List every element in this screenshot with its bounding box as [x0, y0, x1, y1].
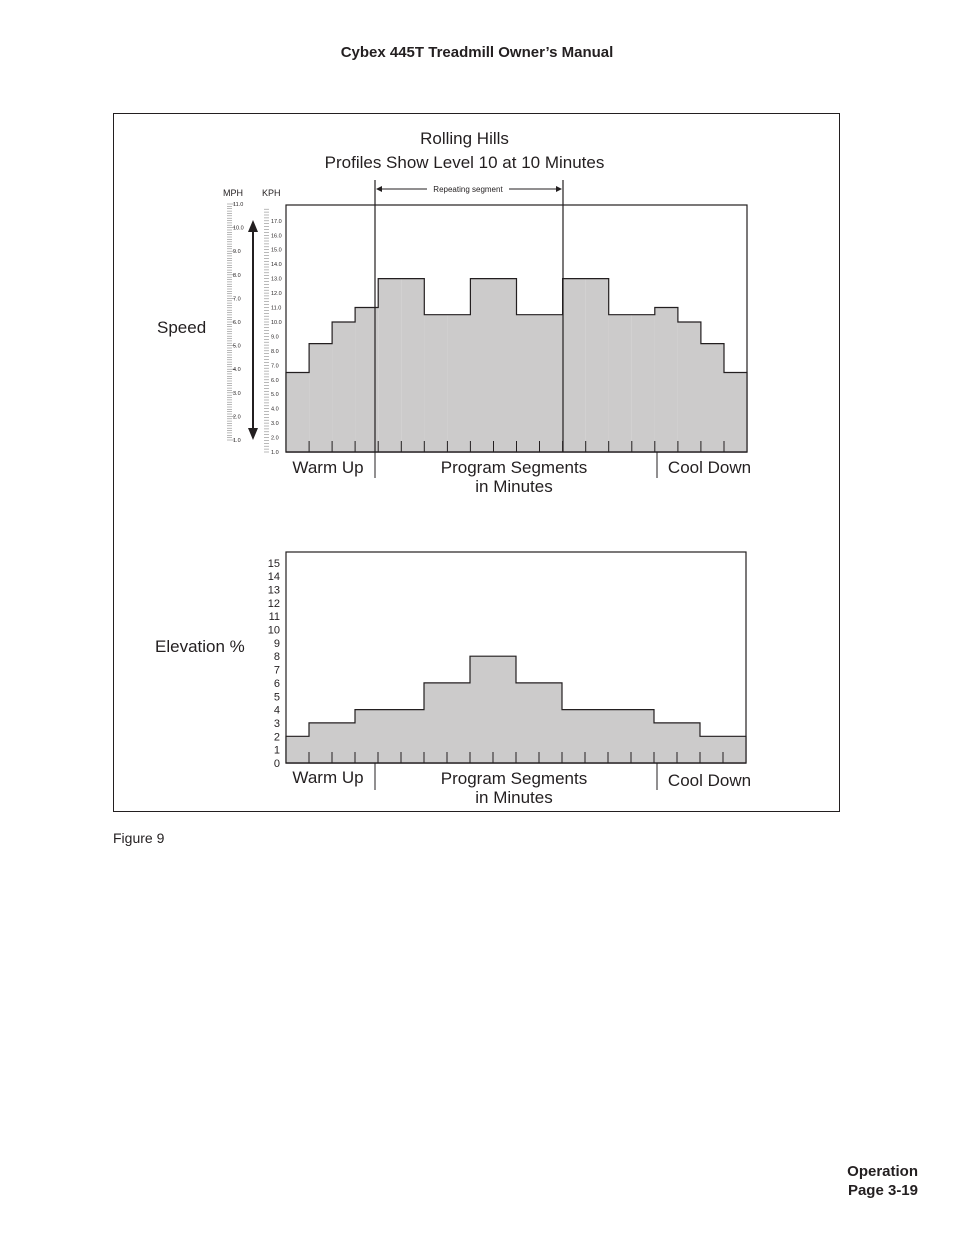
- speed-bar: [286, 373, 309, 453]
- repeating-segment-label: Repeating segment: [433, 185, 503, 194]
- kph-tick-label: 14.0: [271, 262, 282, 269]
- speed-bar: [724, 373, 747, 453]
- speed-bar: [655, 308, 678, 453]
- speed-warm-up-label: Warm Up: [292, 458, 364, 477]
- speed-bar: [494, 279, 517, 452]
- elevation-bar: [654, 723, 677, 763]
- elevation-bar: [608, 710, 631, 763]
- elevation-bar: [470, 656, 493, 763]
- kph-tick-label: 3.0: [271, 421, 279, 428]
- kph-tick-label: 12.0: [271, 291, 282, 298]
- mph-tick-label: 6.0: [233, 320, 241, 326]
- speed-bar: [632, 315, 655, 452]
- elevation-tick-label: 5: [273, 691, 280, 704]
- elevation-tick-label: 7: [273, 664, 280, 677]
- speed-bar: [701, 344, 724, 452]
- kph-tick-label: 2.0: [271, 435, 279, 442]
- elevation-tick-label: 0: [273, 758, 280, 770]
- elevation-bar: [332, 723, 355, 763]
- kph-tick-label: 8.0: [271, 348, 279, 355]
- speed-bar: [517, 315, 540, 452]
- speed-axis-label: Speed: [157, 318, 207, 337]
- elevation-tick-label: 2: [273, 731, 280, 744]
- mph-tick-label: 5.0: [233, 343, 241, 350]
- elevation-axis-label: Elevation %: [155, 637, 245, 656]
- kph-tick-label: 15.0: [271, 247, 282, 254]
- elevation-bar: [677, 723, 700, 763]
- elevation-bars: [286, 656, 746, 763]
- speed-bars: [286, 279, 747, 452]
- mph-scale: [227, 202, 244, 444]
- speed-bar: [609, 315, 632, 452]
- kph-tick-label: 17.0: [271, 218, 282, 225]
- speed-bar: [424, 315, 447, 452]
- kph-tick-label: 10.0: [271, 320, 282, 326]
- speed-bar: [540, 315, 563, 452]
- elevation-cool-down-label: Cool Down: [667, 771, 752, 790]
- speed-bar: [586, 279, 609, 452]
- mph-tick-label: 1.0: [233, 438, 241, 444]
- speed-bar: [563, 279, 586, 452]
- kph-tick-label: 5.0: [271, 392, 279, 399]
- speed-program-label: Program Segments: [440, 458, 588, 477]
- elevation-bar: [355, 710, 378, 763]
- figure-caption: Figure 9: [113, 830, 165, 846]
- elevation-bar: [539, 683, 562, 763]
- speed-bar: [678, 322, 701, 452]
- kph-tick-label: 7.0: [271, 363, 279, 370]
- footer-page-number: Page 3-19: [847, 1182, 918, 1199]
- elevation-tick-label: 10: [267, 624, 280, 637]
- elevation-tick-label: 6: [273, 677, 280, 690]
- elevation-chart: [0, 540, 954, 800]
- kph-tick-label: 4.0: [271, 406, 279, 413]
- elevation-tick-label: 13: [267, 584, 280, 597]
- kph-scale: [264, 209, 282, 456]
- speed-chart: [0, 0, 954, 520]
- elevation-bar: [493, 656, 516, 763]
- page-footer: [847, 1162, 918, 1200]
- mph-tick-label: 2.0: [233, 414, 241, 421]
- kph-tick-label: 11.0: [271, 305, 282, 312]
- elevation-bar: [309, 723, 332, 763]
- kph-label: KPH: [262, 188, 281, 198]
- speed-bar: [447, 315, 470, 452]
- mph-tick-label: 8.0: [233, 272, 241, 279]
- elevation-tick-label: 8: [273, 651, 280, 664]
- elevation-tick-label: 15: [267, 557, 280, 570]
- mph-tick-label: 7.0: [233, 296, 241, 303]
- elevation-bar: [700, 736, 723, 763]
- kph-tick-label: 13.0: [271, 276, 282, 283]
- elevation-tick-label: 14: [267, 571, 280, 584]
- mph-tick-label: 11.0: [233, 202, 244, 208]
- elevation-program-label: Program Segments: [440, 769, 588, 788]
- elevation-bar: [378, 710, 401, 763]
- elevation-bar: [723, 736, 746, 763]
- mph-tick-label: 3.0: [233, 390, 241, 397]
- elevation-bar: [585, 710, 608, 763]
- speed-cool-down-label: Cool Down: [667, 458, 752, 477]
- elevation-tick-label: 3: [273, 717, 280, 730]
- mph-label: MPH: [223, 188, 243, 198]
- mph-tick-label: 4.0: [233, 367, 241, 374]
- kph-tick-label: 9.0: [271, 334, 279, 341]
- mph-tick-label: 9.0: [233, 249, 241, 256]
- elevation-bar: [401, 710, 424, 763]
- figure-subtitle: Profiles Show Level 10 at 10 Minutes: [324, 153, 605, 172]
- elevation-bar: [516, 683, 539, 763]
- mph-tick-label: 10.0: [233, 225, 244, 232]
- elevation-bar: [631, 710, 654, 763]
- elevation-tick-label: 12: [267, 597, 280, 610]
- elevation-program-label-minutes: in Minutes: [475, 788, 553, 807]
- figure-title: Rolling Hills: [420, 129, 509, 148]
- speed-bar: [332, 322, 355, 452]
- speed-program-label-minutes: in Minutes: [475, 477, 553, 496]
- elevation-tick-label: 9: [273, 637, 280, 650]
- speed-bar: [378, 279, 401, 452]
- kph-tick-label: 1.0: [271, 450, 279, 456]
- speed-bar: [470, 279, 493, 452]
- elevation-bar: [562, 710, 585, 763]
- elevation-bar: [286, 736, 309, 763]
- kph-tick-label: 6.0: [271, 377, 279, 384]
- repeating-segment-marker: [376, 185, 562, 194]
- kph-tick-label: 16.0: [271, 233, 282, 240]
- footer-section: Operation: [847, 1163, 918, 1180]
- speed-range-arrow: [248, 220, 258, 440]
- elevation-warm-up-label: Warm Up: [292, 768, 364, 787]
- speed-bar: [309, 344, 332, 452]
- elevation-bar: [447, 683, 470, 763]
- elevation-tick-label: 11: [268, 611, 280, 624]
- elevation-tick-label: 4: [273, 704, 280, 717]
- elevation-tick-label: 1: [273, 744, 280, 757]
- elevation-scale: [268, 558, 280, 770]
- elevation-bar: [424, 683, 447, 763]
- speed-bar: [401, 279, 424, 452]
- page-header-title: Cybex 445T Treadmill Owner’s Manual: [340, 44, 614, 61]
